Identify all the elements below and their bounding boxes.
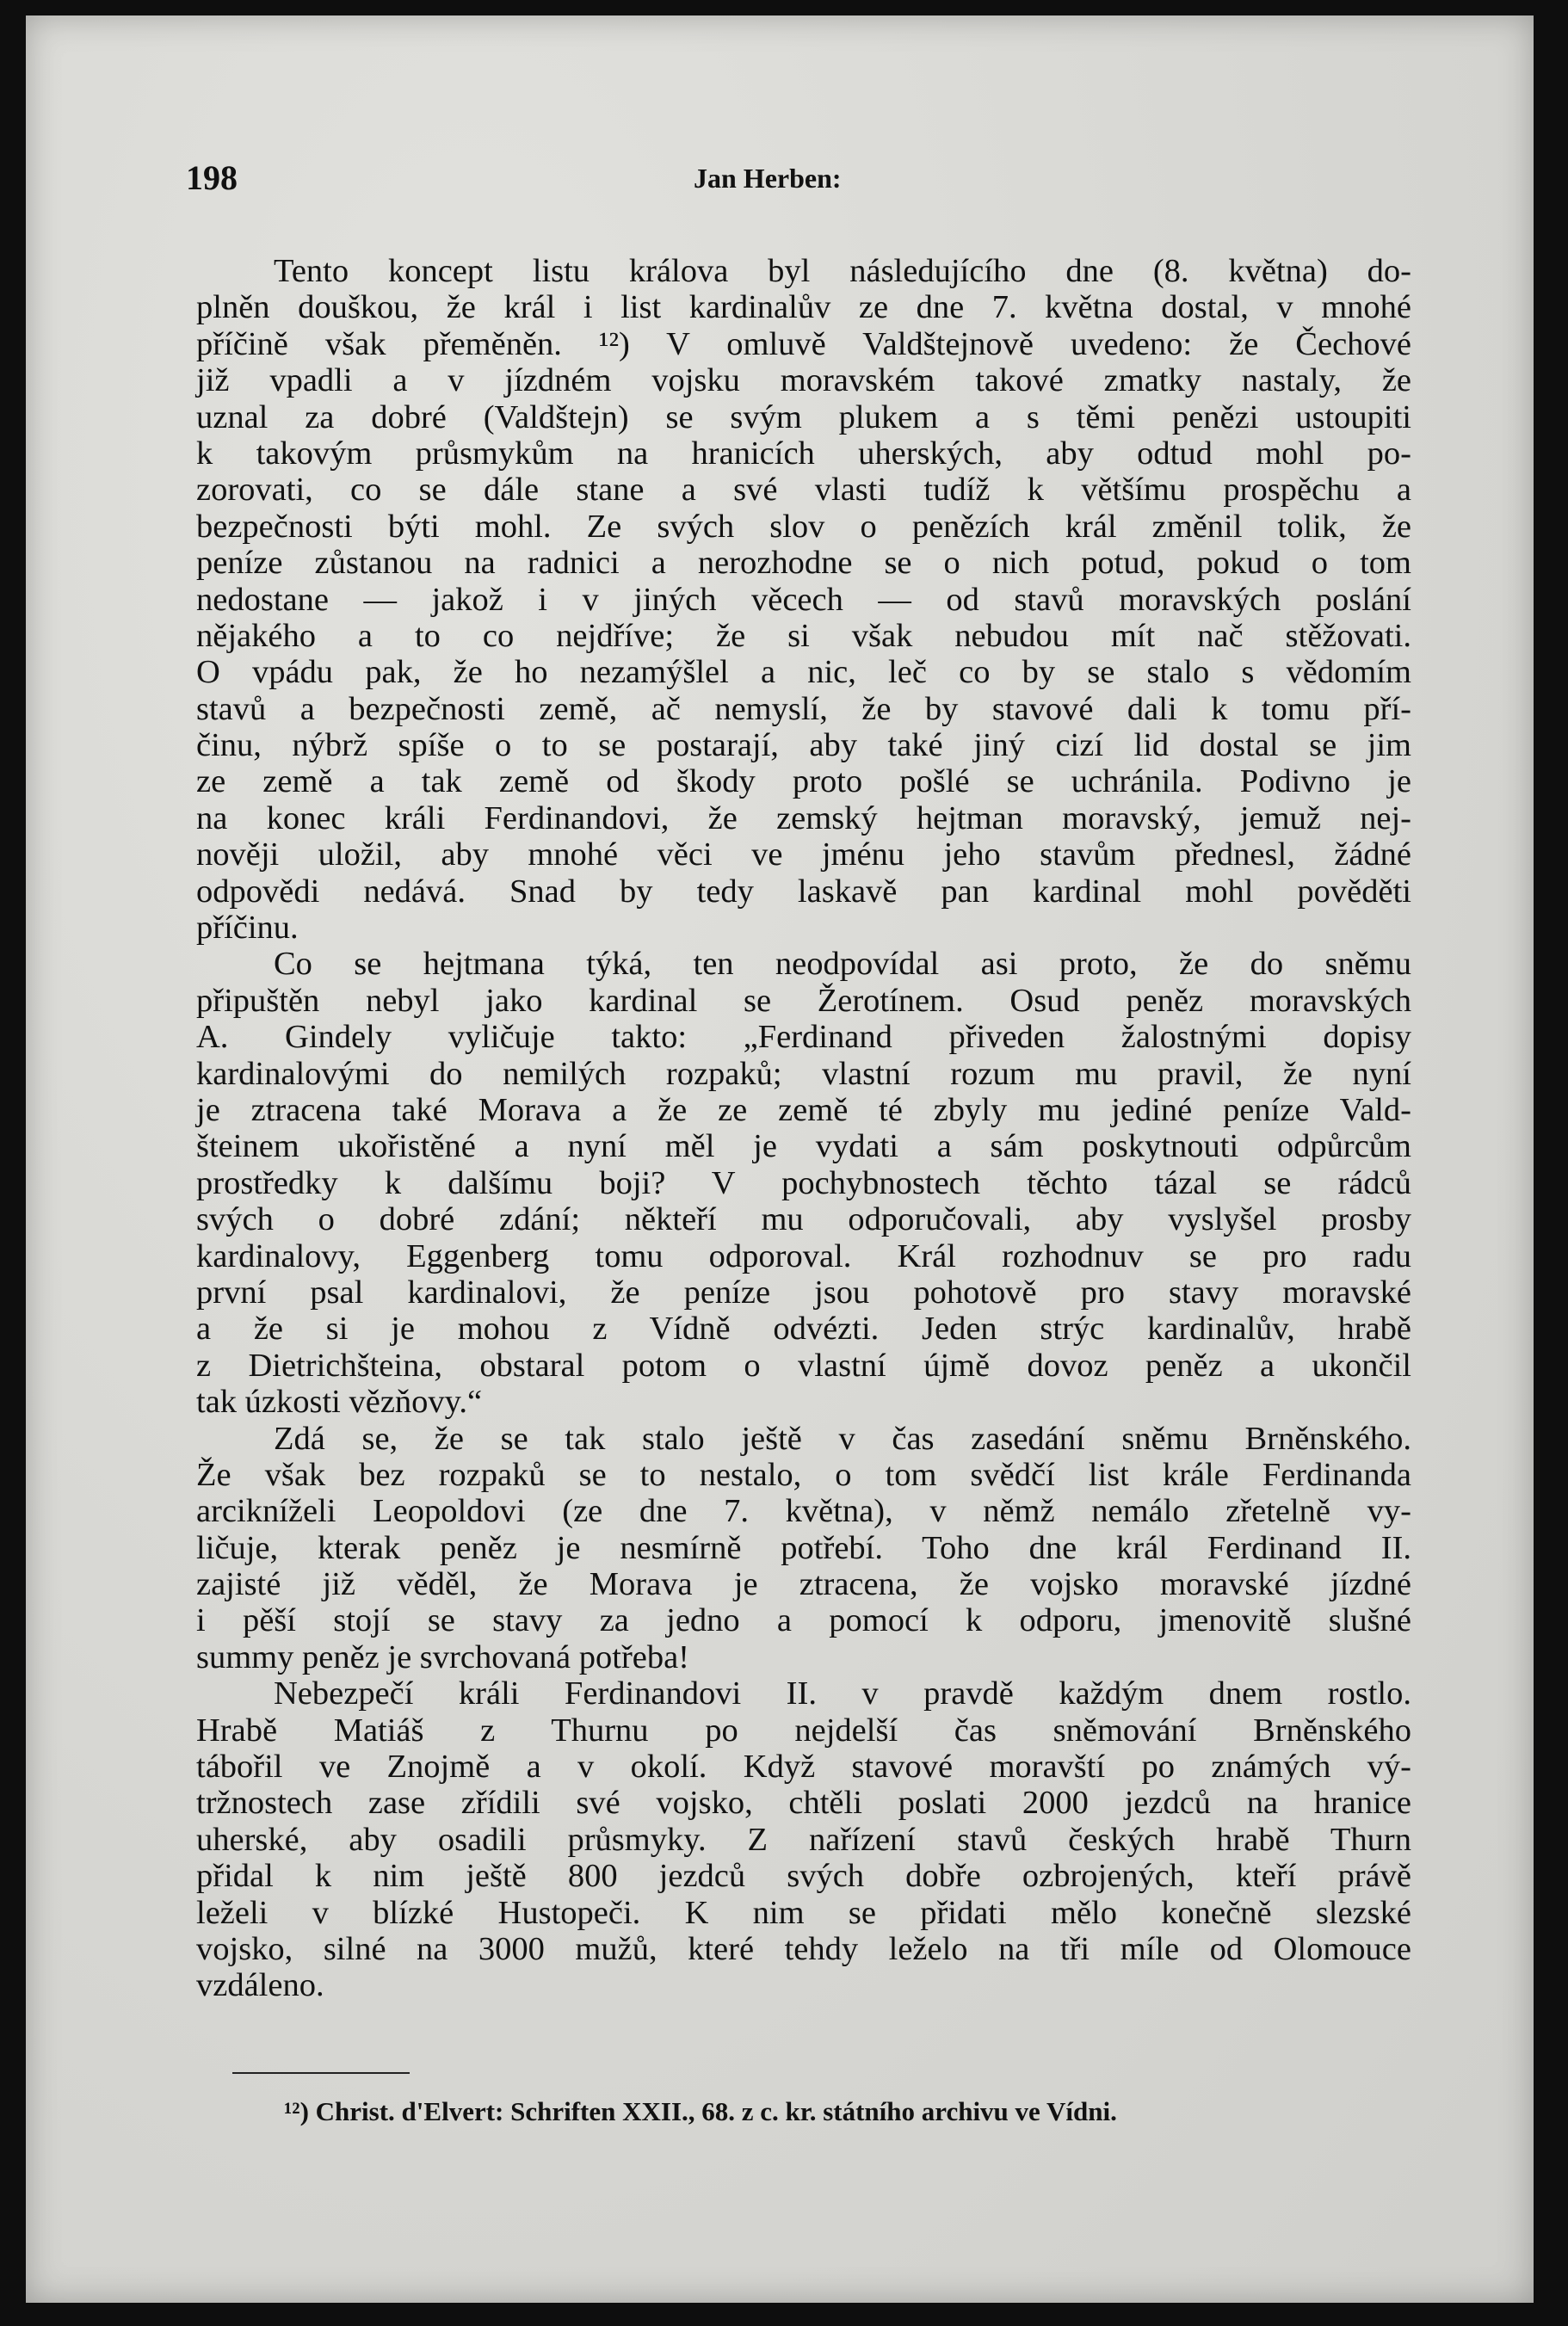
page-number: 198 [186,158,238,197]
text-line: ličuje, kterak peněz je nesmírně potřebí. Toho dne král Ferdinand II. [196,1529,1411,1566]
text-line: tak úzkosti vězňovy.“ [196,1384,483,1421]
text-line: kardinalovy, Eggenberg tomu odporoval. Král rozhodnuv se pro radu [196,1237,1411,1274]
text-line: na konec králi Ferdinandovi, že zemský hejtman moravský, jemuž nej- [196,799,1411,836]
text-line: zajisté již věděl, že Morava je ztracena, že vojsko moravské jízdné [196,1566,1411,1603]
page-header [186,157,1391,209]
text-line: Co se hejtmana týká, ten neodpovídal asi proto, že do sněmu [274,946,1411,983]
text-line: zorovati, co se dále stane a své vlasti tudíž k většímu prospěchu a [196,472,1411,509]
text-line: z Dietrichšteina, obstaral potom o vlastní újmě dovoz peněz a ukončil [196,1347,1411,1384]
footnote: ¹²) Christ. d'Elvert: Schriften XXII., 68. z c. kr. státního archivu ve Vídni. [284,2096,1117,2126]
text-line: tržnostech zase zřídili své vojsko, chtěli poslati 2000 jezdců na hranice [196,1785,1411,1822]
text-line: O vpádu pak, že ho nezamýšlel a nic, leč co by se stalo s vědomím [196,654,1411,691]
running-head: Jan Herben: [694,163,842,194]
text-line: bezpečnosti býti mohl. Ze svých slov o penězích král změnil tolik, že [196,508,1411,545]
text-line: peníze zůstanou na radnici a nerozhodne se o nich potud, pokud o tom [196,545,1411,582]
text-line: prostředky k dalšímu boji? V pochybnostech těchto tázal se rádců [196,1164,1411,1201]
text-line: nedostane — jakož i v jiných věcech — od stavů moravských poslání [196,581,1411,618]
text-line: A. Gindely vyličuje takto: „Ferdinand přiveden žalostnými dopisy [196,1019,1411,1056]
body-text [196,253,1411,2004]
text-line: je ztracena také Morava a že ze země té zbyly mu jediné peníze Vald- [196,1091,1411,1128]
text-line: tábořil ve Znojmě a v okolí. Když stavové moravští po známých vý- [196,1749,1411,1786]
scanned-page [26,15,1534,2303]
text-line: a že si je mohou z Vídně odvézti. Jeden strýc kardinalův, hrabě [196,1311,1411,1348]
text-line: odpovědi nedává. Snad by tedy laskavě pan kardinal mohl pověděti [196,873,1411,910]
footnote-rule [232,2072,410,2074]
text-line: nověji uložil, aby mnohé věci ve jménu jeho stavům přednesl, žádné [196,836,1411,873]
text-line: Hrabě Matiáš z Thurnu po nejdelší čas sněmování Brněnského [196,1712,1411,1749]
text-line: vojsko, silné na 3000 mužů, které tehdy leželo na tři míle od Olomouce [196,1930,1411,1967]
text-line: summy peněz je svrchovaná potřeba! [196,1638,690,1675]
text-line: příčinu. [196,910,299,947]
text-line: svých o dobré zdání; někteří mu odporučovali, aby vyslyšel prosby [196,1201,1411,1238]
text-line: uznal za dobré (Valdštejn) se svým plukem a s těmi penězi ustoupiti [196,398,1411,435]
text-line: i pěší stojí se stavy za jedno a pomocí k odporu, jmenovitě slušné [196,1602,1411,1639]
text-line: Nebezpečí králi Ferdinandovi II. v pravdě každým dnem rostlo. [274,1675,1411,1712]
text-line: arcikníželi Leopoldovi (ze dne 7. května), v němž nemálo zřetelně vy- [196,1493,1411,1530]
text-line: kardinalovými do nemilých rozpaků; vlastní rozum mu pravil, že nyní [196,1055,1411,1092]
text-line: uherské, aby osadili průsmyky. Z nařízení stavů českých hrabě Thurn [196,1821,1411,1858]
text-line: šteinem ukořistěné a nyní měl je vydati a sám poskytnouti odpůrcům [196,1128,1411,1165]
text-line: stavů a bezpečnosti země, ač nemyslí, že by stavové dali k tomu pří- [196,690,1411,727]
text-line: přidal k nim ještě 800 jezdců svých dobře ozbrojených, kteří právě [196,1858,1411,1895]
text-line: připuštěn nebyl jako kardinal se Žerotínem. Osud peněz moravských [196,982,1411,1019]
text-line: již vpadli a v jízdném vojsku moravském takové zmatky nastaly, že [196,362,1411,399]
text-line: Tento koncept listu králova byl následujícího dne (8. května) do- [274,253,1411,289]
text-line: Zdá se, že se tak stalo ještě v čas zasedání sněmu Brněnského. [274,1420,1411,1457]
text-line: nějakého a to co nejdříve; že si však nebudou mít nač stěžovati. [196,617,1411,654]
text-line: ze země a tak země od škody proto pošlé se uchránila. Podivno je [196,763,1411,800]
text-line: k takovým průsmykům na hranicích uherských, aby odtud mohl po- [196,435,1411,472]
text-line: vzdáleno. [196,1967,324,2004]
text-line: Že však bez rozpaků se to nestalo, o tom svědčí list krále Ferdinanda [196,1456,1411,1493]
text-line: plněn douškou, že král i list kardinalův ze dne 7. května dostal, v mnohé [196,289,1411,326]
text-line: činu, nýbrž spíše o to se postarají, aby také jiný cizí lid dostal se jim [196,727,1411,764]
text-line: příčině však přeměněn. ¹²) V omluvě Valdštejnově uvedeno: že Čechové [196,325,1411,362]
text-line: první psal kardinalovi, že peníze jsou pohotově pro stavy moravské [196,1274,1411,1311]
text-line: leželi v blízké Hustopeči. K nim se přidati mělo konečně slezské [196,1894,1411,1931]
